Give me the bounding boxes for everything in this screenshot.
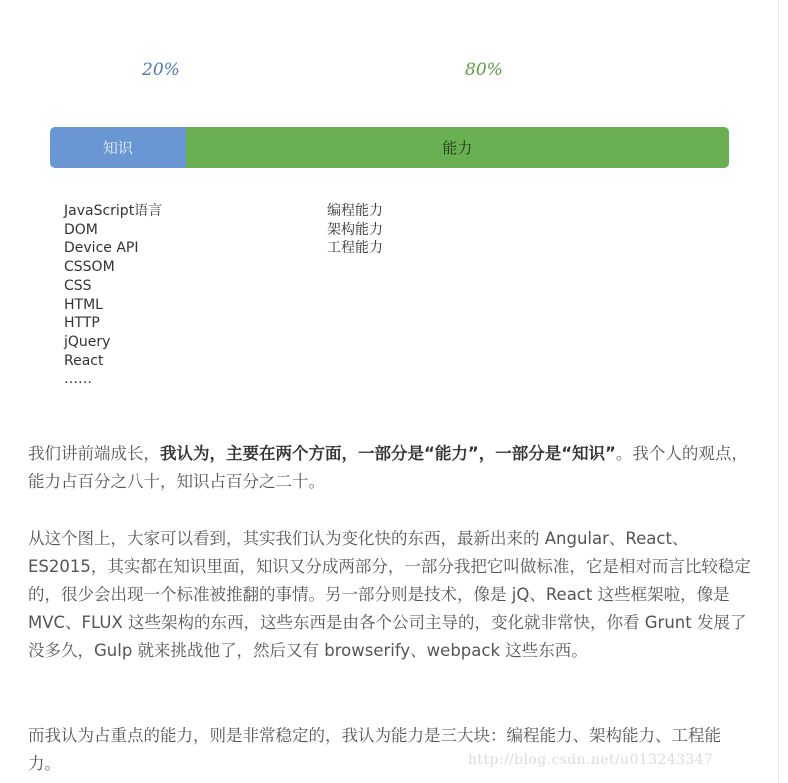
- knowledge-item: ……: [64, 371, 92, 388]
- paragraph-1: [28, 440, 752, 496]
- knowledge-segment: 知识: [50, 127, 186, 168]
- knowledge-item: React: [64, 352, 104, 369]
- knowledge-item: DOM: [64, 221, 98, 238]
- knowledge-item: CSS: [64, 277, 92, 294]
- knowledge-percent: 20%: [142, 60, 180, 80]
- paragraph-1-lead: 我们讲前端成长，: [28, 444, 160, 463]
- ability-list: [327, 202, 383, 258]
- paragraph-2: 从这个图上，大家可以看到，其实我们认为变化快的东西，最新出来的 Angular、React、ES2015，其实都在知识里面，知识又分成两部分，一部分我把它叫做标准，它是相对而言比较稳定的，很少会出现一个标准被推翻的事情。另一部分则是技术，像是 jQ、React 这些框架啦，像是 MVC、FLUX 这些架构的东西，这些东西是由各个公司主导的，变化就非常快，你看 Grunt 发展了没多久，Gulp 就来挑战他了，然后又有 browserify、webpack 这些东西。: [28, 529, 751, 660]
- right-border: [778, 0, 779, 783]
- ability-segment: 能力: [186, 127, 729, 168]
- knowledge-item: HTML: [64, 296, 103, 313]
- knowledge-item: Device API: [64, 240, 139, 257]
- knowledge-item: JavaScript语言: [64, 203, 163, 219]
- knowledge-item: jQuery: [64, 333, 111, 350]
- paragraph-1-tail: 。我个人的观点，能力占百分之八十，知识占百分之二十。: [28, 444, 748, 491]
- knowledge-item: CSSOM: [64, 259, 115, 276]
- ability-item: 架构能力: [327, 221, 383, 238]
- paragraph-3: 而我认为占重点的能力，则是非常稳定的，我认为能力是三大块：编程能力、架构能力、工程能力。: [28, 726, 721, 773]
- ability-item: 编程能力: [327, 203, 383, 219]
- ability-item: 工程能力: [327, 240, 383, 257]
- ability-percent: 80%: [465, 60, 503, 80]
- watermark: http://blog.csdn.net/u013243347: [468, 752, 714, 768]
- paragraph-1-emphasis: 我认为，主要在两个方面，一部分是“能力”，一部分是“知识”: [160, 444, 616, 463]
- knowledge-list: [64, 202, 162, 389]
- knowledge-item: HTTP: [64, 315, 100, 332]
- proportion-bar: [50, 127, 729, 168]
